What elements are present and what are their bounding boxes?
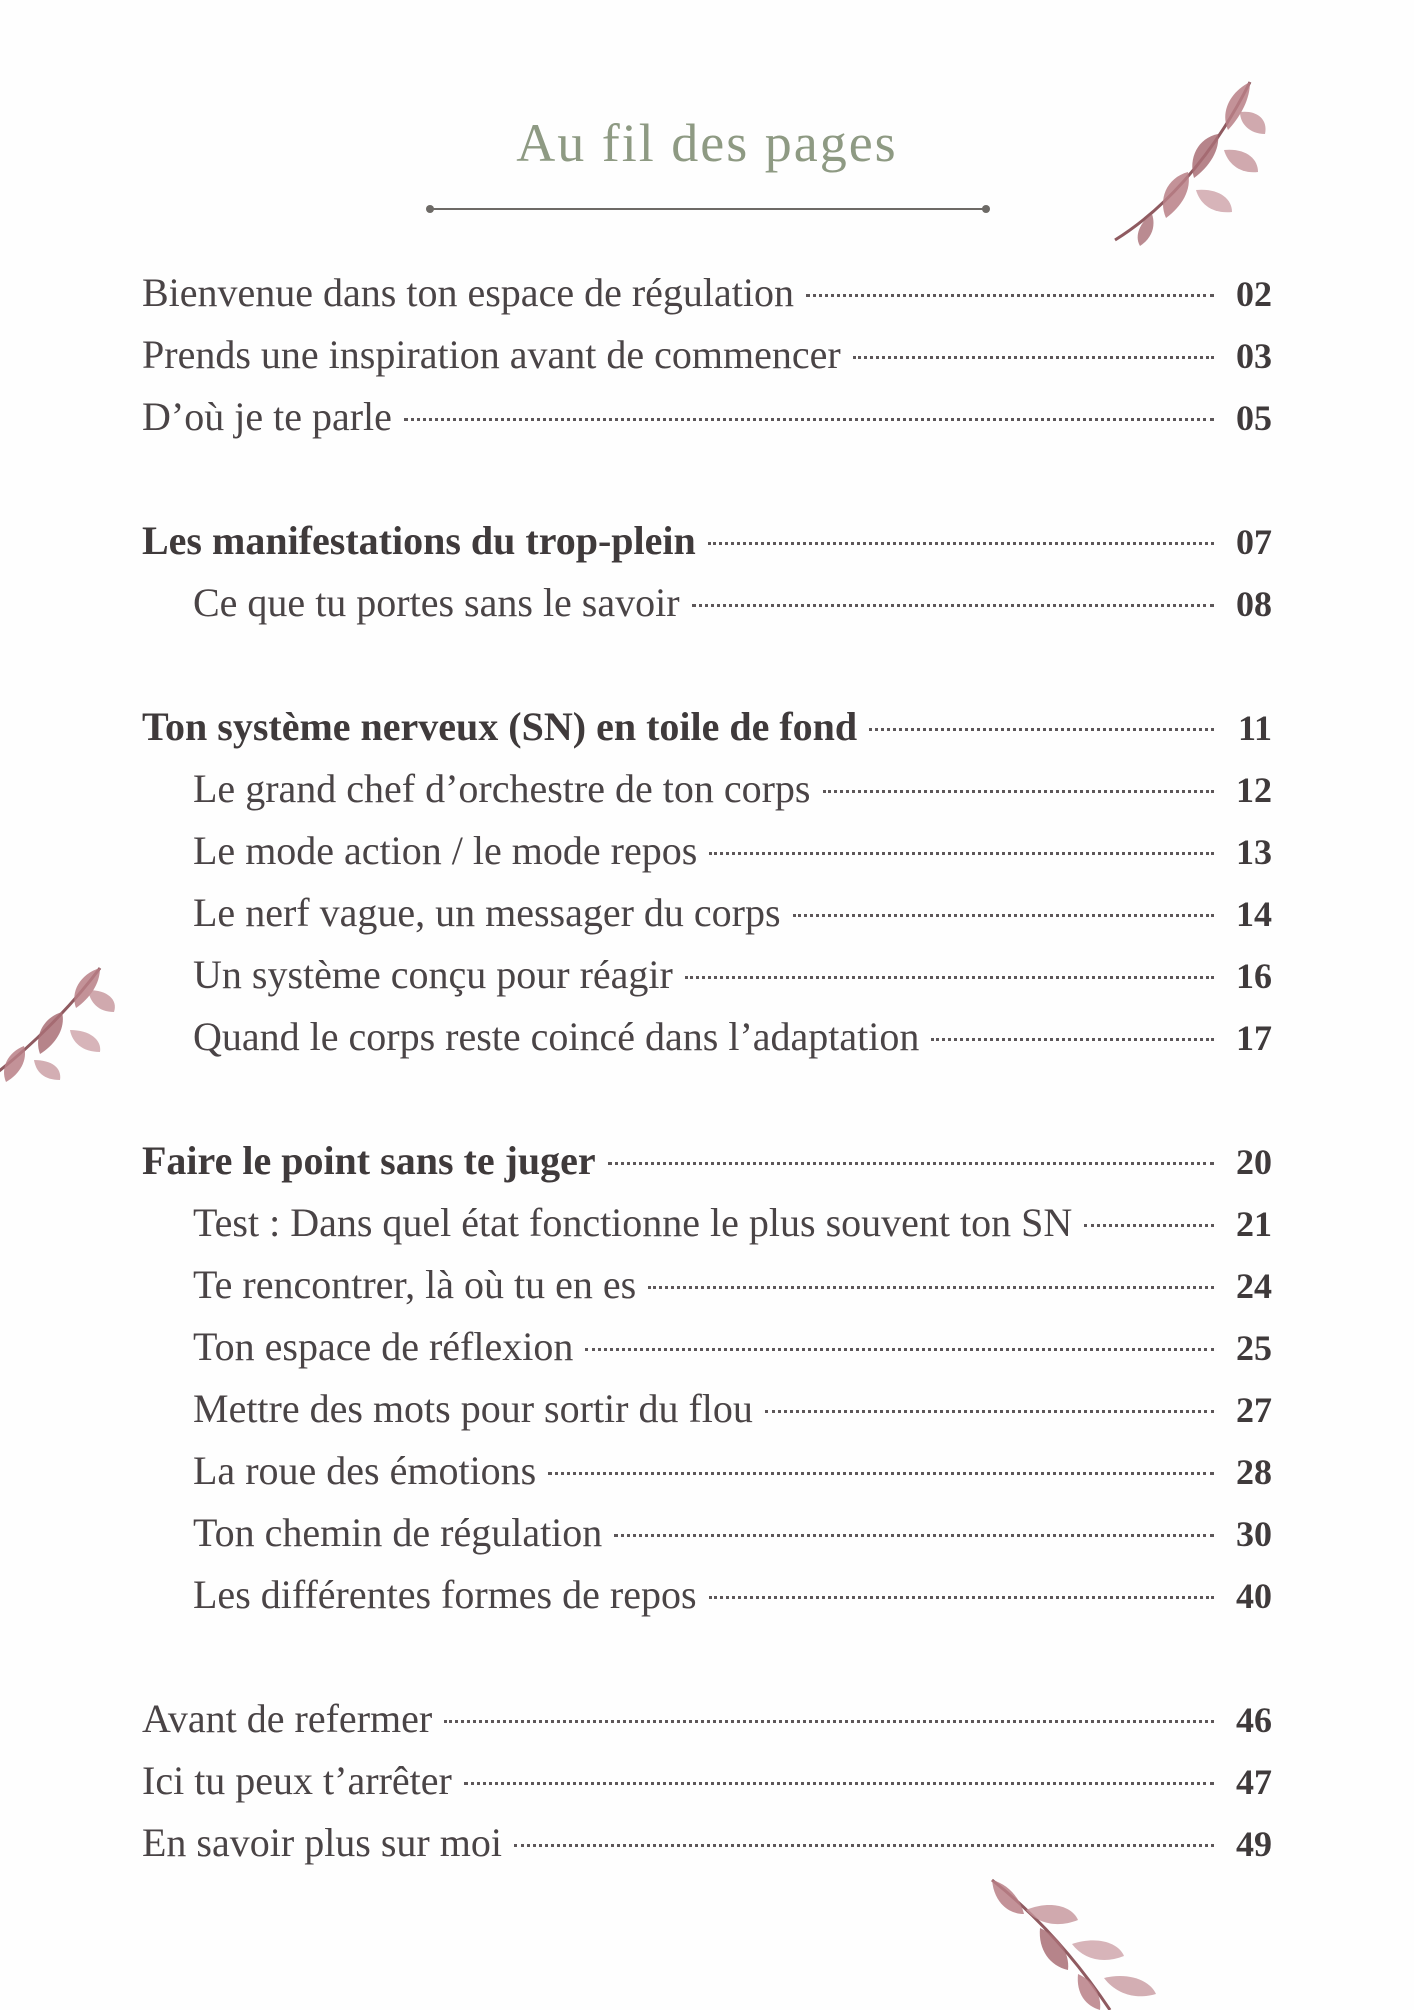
toc-entry-page: 20 [1236,1142,1272,1182]
toc-entry-label: Ton chemin de régulation [193,1510,603,1555]
toc-entry-label: Faire le point sans te juger [142,1138,596,1183]
toc-entry[interactable] [142,820,1272,882]
dot-leader [464,1782,1214,1785]
toc-section-faire-le-point [142,1130,1272,1626]
toc-entry-label: En savoir plus sur moi [142,1820,502,1865]
dot-leader [548,1472,1214,1475]
toc-entry-page: 30 [1236,1514,1272,1554]
toc-entry-page: 13 [1236,832,1272,872]
toc-entry-page: 11 [1237,708,1272,748]
toc-entry-label: Ici tu peux t’arrêter [142,1758,452,1803]
toc-entry[interactable] [142,1812,1272,1874]
toc-entry-page: 08 [1236,584,1272,624]
toc-entry-page: 40 [1236,1576,1272,1616]
toc-entry[interactable] [142,1502,1272,1564]
toc-entry-page: 49 [1236,1824,1272,1864]
toc-entry-label: Ce que tu portes sans le savoir [193,580,680,625]
toc-heading-entry[interactable] [142,510,1272,572]
title-divider [430,208,986,210]
dot-leader [514,1844,1214,1847]
dot-leader [404,418,1214,421]
dot-leader [648,1286,1214,1289]
toc-entry-label: Un système conçu pour réagir [193,952,673,997]
toc-entry-page: 03 [1236,336,1272,376]
toc-entry-page: 02 [1236,274,1272,314]
dot-leader [708,542,1214,545]
toc-entry[interactable] [142,386,1272,448]
toc-entry-page: 07 [1236,522,1272,562]
toc-entry-page: 21 [1236,1204,1272,1244]
toc-entry-label: Avant de refermer [142,1696,433,1741]
dot-leader [692,604,1214,607]
toc-entry-label: Prends une inspiration avant de commencer [142,332,841,377]
toc-entry[interactable] [142,324,1272,386]
toc-entry-page: 14 [1236,894,1272,934]
toc-heading-entry[interactable] [142,1130,1272,1192]
dot-leader [685,976,1214,979]
toc-entry-label: Ton espace de réflexion [193,1324,574,1369]
toc-section-closing [142,1688,1272,1874]
toc-entry-label: La roue des émotions [193,1448,537,1493]
toc-entry-label: Les manifestations du trop-plein [142,518,696,563]
toc-entry-page: 46 [1236,1700,1272,1740]
toc-entry[interactable] [142,882,1272,944]
toc-entry[interactable] [142,1378,1272,1440]
dot-leader [1084,1224,1214,1227]
toc-entry[interactable] [142,1192,1272,1254]
toc-entry-page: 27 [1236,1390,1272,1430]
page-title: Au fil des pages [516,113,898,173]
dot-leader [806,294,1214,297]
dot-leader [614,1534,1214,1537]
toc-entry-label: Les différentes formes de repos [193,1572,697,1617]
toc-entry-label: Le grand chef d’orchestre de ton corps [193,766,811,811]
dot-leader [765,1410,1214,1413]
toc-entry[interactable] [142,1688,1272,1750]
toc-entry[interactable] [142,758,1272,820]
table-of-contents [142,262,1272,1936]
toc-entry[interactable] [142,1006,1272,1068]
leaf-sprig-icon [0,948,120,1088]
toc-entry-label: Mettre des mots pour sortir du flou [193,1386,753,1431]
toc-entry-label: Test : Dans quel état fonctionne le plus souvent ton SN [193,1200,1073,1245]
toc-entry[interactable] [142,1254,1272,1316]
toc-entry-page: 24 [1236,1266,1272,1306]
toc-entry-label: Le nerf vague, un messager du corps [193,890,781,935]
toc-entry-label: Bienvenue dans ton espace de régulation [142,270,794,315]
dot-leader [853,356,1214,359]
dot-leader [608,1162,1214,1165]
toc-entry-page: 12 [1236,770,1272,810]
toc-entry[interactable] [142,572,1272,634]
dot-leader [585,1348,1214,1351]
toc-entry[interactable] [142,944,1272,1006]
dot-leader [709,1596,1214,1599]
toc-entry-label: D’où je te parle [142,394,392,439]
toc-entry-page: 16 [1236,956,1272,996]
toc-entry-label: Ton système nerveux (SN) en toile de fond [142,704,858,749]
toc-entry-page: 17 [1236,1018,1272,1058]
toc-entry-label: Te rencontrer, là où tu en es [193,1262,637,1307]
dot-leader [444,1720,1214,1723]
toc-section-intro [142,262,1272,448]
toc-entry-label: Le mode action / le mode repos [193,828,698,873]
dot-leader [931,1038,1214,1041]
dot-leader [823,790,1215,793]
toc-entry[interactable] [142,1564,1272,1626]
toc-entry[interactable] [142,262,1272,324]
toc-entry-page: 28 [1236,1452,1272,1492]
toc-entry-page: 05 [1236,398,1272,438]
toc-entry-label: Quand le corps reste coincé dans l’adaptation [193,1014,920,1059]
leaf-sprig-icon [1100,72,1270,252]
toc-section-systeme-nerveux [142,696,1272,1068]
dot-leader [709,852,1214,855]
toc-entry-page: 25 [1236,1328,1272,1368]
dot-leader [869,728,1214,731]
dot-leader [793,914,1214,917]
toc-entry[interactable] [142,1750,1272,1812]
toc-entry-page: 47 [1236,1762,1272,1802]
toc-heading-entry[interactable] [142,696,1272,758]
toc-entry[interactable] [142,1316,1272,1378]
toc-section-trop-plein [142,510,1272,634]
toc-entry[interactable] [142,1440,1272,1502]
